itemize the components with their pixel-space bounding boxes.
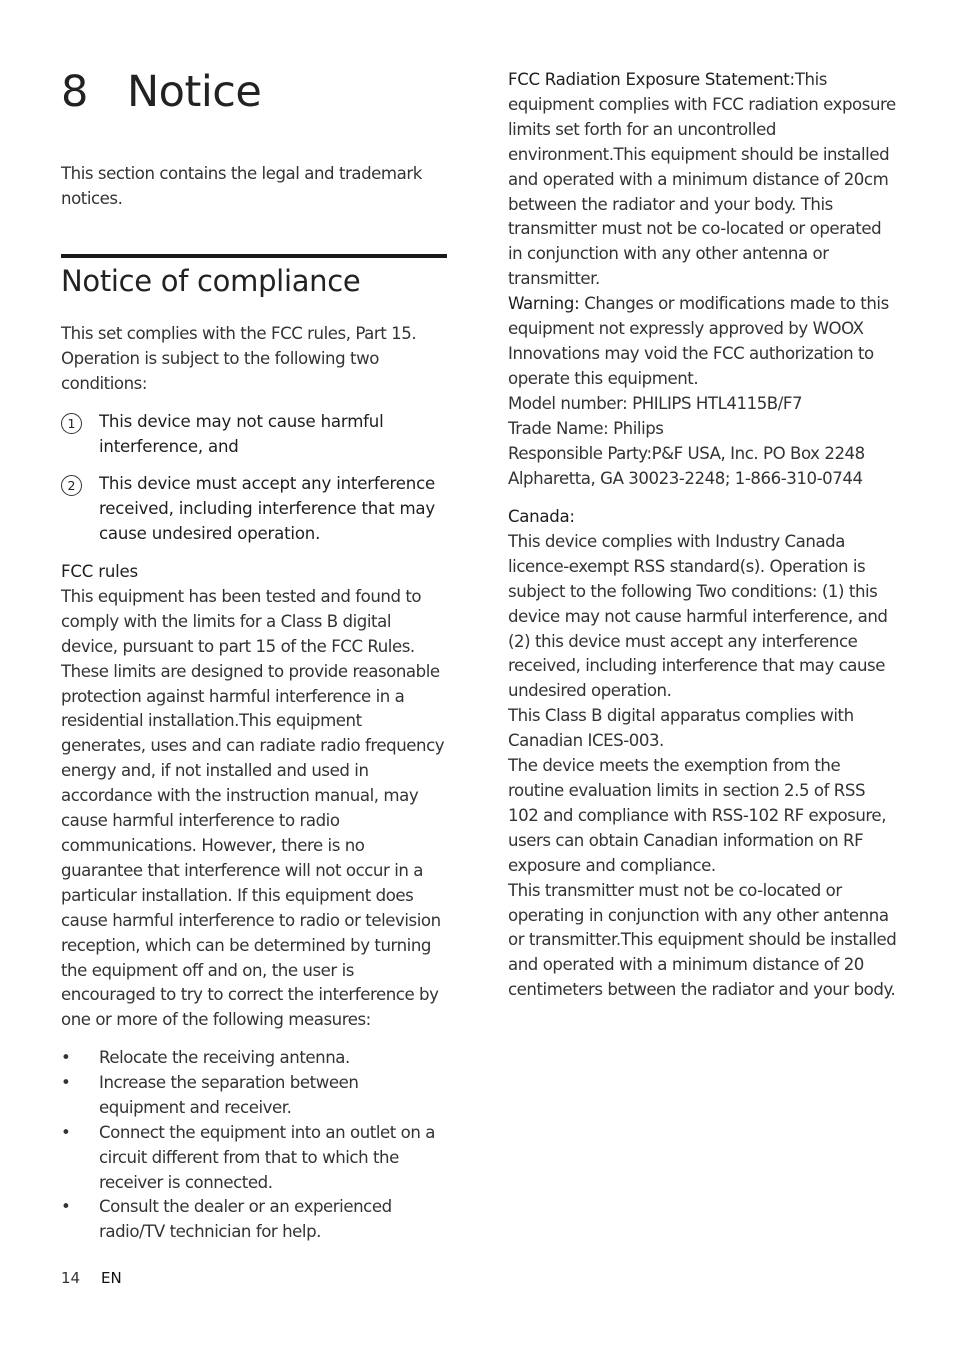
condition-item	[61, 410, 447, 460]
radiation-label: FCC Radiation Exposure Statement:	[508, 70, 795, 89]
canada-paragraph: This Class B digital apparatus complies with Canadian ICES-003.	[508, 706, 854, 751]
bullet-icon: •	[61, 1048, 71, 1067]
canada-paragraph: This transmitter must not be co-located or operating in conjunction with any other antenna or transmitter.This equipment should be installed and operated with a minimum distance of 20 centimeters between the radiator and your body.	[508, 880, 897, 1000]
section-rule	[61, 254, 447, 258]
fcc-exposure-section	[508, 68, 898, 491]
page-footer	[61, 1267, 122, 1289]
canada-paragraph: This device complies with Industry Canada licence-exempt RSS standard(s). Operation is subject to the following Two conditions: (1) this device may not cause harmful interference, and (2) this device must accept any interference received, including interference that may cause undesired operation.	[508, 531, 888, 701]
list-item	[61, 1046, 447, 1071]
fcc-rules-section	[61, 560, 447, 1033]
radiation-statement	[508, 68, 898, 292]
trade-name: Trade Name: Philips	[508, 418, 664, 438]
measure-text: Relocate the receiving antenna.	[99, 1048, 350, 1067]
intro-text: This section contains the legal and trademark notices.	[61, 164, 422, 208]
chapter-number: 8	[61, 67, 88, 117]
responsible-party: Responsible Party:P&F USA, Inc. PO Box 2248 Alpharetta, GA 30023-2248; 1-866-310-0744	[508, 443, 865, 488]
canada-paragraph: The device meets the exemption from the routine evaluation limits in section 2.5 of RSS 102 and compliance with RSS-102 RF exposure, users can obtain Canadian information on RF exposure and compliance.	[508, 756, 887, 875]
chapter-title: Notice	[127, 67, 262, 117]
warning-text: Changes or modifications made to this equipment not expressly approved by WOOX Innovations may void the FCC authorization to operate this equipment.	[508, 294, 889, 388]
bullet-icon: •	[61, 1197, 71, 1217]
condition-text: This device must accept any interference received, including interference that may cause undesired operation.	[99, 473, 436, 543]
language-code: EN	[101, 1269, 122, 1287]
model-number: Model number: PHILIPS HTL4115B/F7	[508, 393, 803, 413]
canada-section	[508, 505, 898, 1003]
measure-text: Consult the dealer or an experienced radio/TV technician for help.	[99, 1197, 392, 1242]
bullet-icon: •	[61, 1072, 71, 1092]
warning-statement	[508, 292, 898, 392]
measures-list	[61, 1046, 447, 1245]
compliance-intro: This set complies with the FCC rules, Part 15. Operation is subject to the following two conditions:	[61, 324, 417, 393]
section-title: Notice of compliance	[61, 264, 361, 298]
condition-item	[61, 472, 447, 547]
bullet-icon: •	[61, 1122, 71, 1142]
circled-number-2: 2	[61, 475, 82, 496]
list-item	[61, 1071, 447, 1121]
page-number: 14	[61, 1269, 81, 1287]
circled-number-1: 1	[61, 413, 82, 434]
measure-text: Connect the equipment into an outlet on a circuit different from that to which the receiver is connected.	[99, 1122, 435, 1192]
warning-label: Warning:	[508, 294, 580, 314]
conditions-list	[61, 410, 447, 559]
fcc-rules-body: This equipment has been tested and found to comply with the limits for a Class B digital device, pursuant to part 15 of the FCC Rules. These limits are designed to provide reasonable protection against harmful interference in a residential installation.This equipment generates, uses and can radiate radio frequency energy and, if not installed and used in accordance with the instruction manual, may cause harmful interference to radio communications. However, there is no guarantee that interference will not occur in a particular installation. If this equipment does cause harmful interference to radio or television reception, which can be determined by turning the equipment off and on, the user is encouraged to try to correct the interference by one or more of the following measures:	[61, 586, 445, 1030]
list-item	[61, 1121, 447, 1196]
fcc-rules-heading: FCC rules	[61, 562, 138, 581]
chapter-heading	[61, 64, 261, 120]
radiation-text: This equipment complies with FCC radiation exposure limits set forth for an uncontrolled environment.This equipment should be installed and operated with a minimum distance of 20cm between the radiator and your body. This transmitter must not be co-located or operated in conjunction with any other antenna or transmitter.	[508, 70, 896, 289]
condition-text: This device may not cause harmful interference, and	[99, 412, 384, 456]
list-item	[61, 1195, 447, 1245]
canada-label: Canada:	[508, 507, 575, 526]
measure-text: Increase the separation between equipment and receiver.	[99, 1072, 359, 1117]
